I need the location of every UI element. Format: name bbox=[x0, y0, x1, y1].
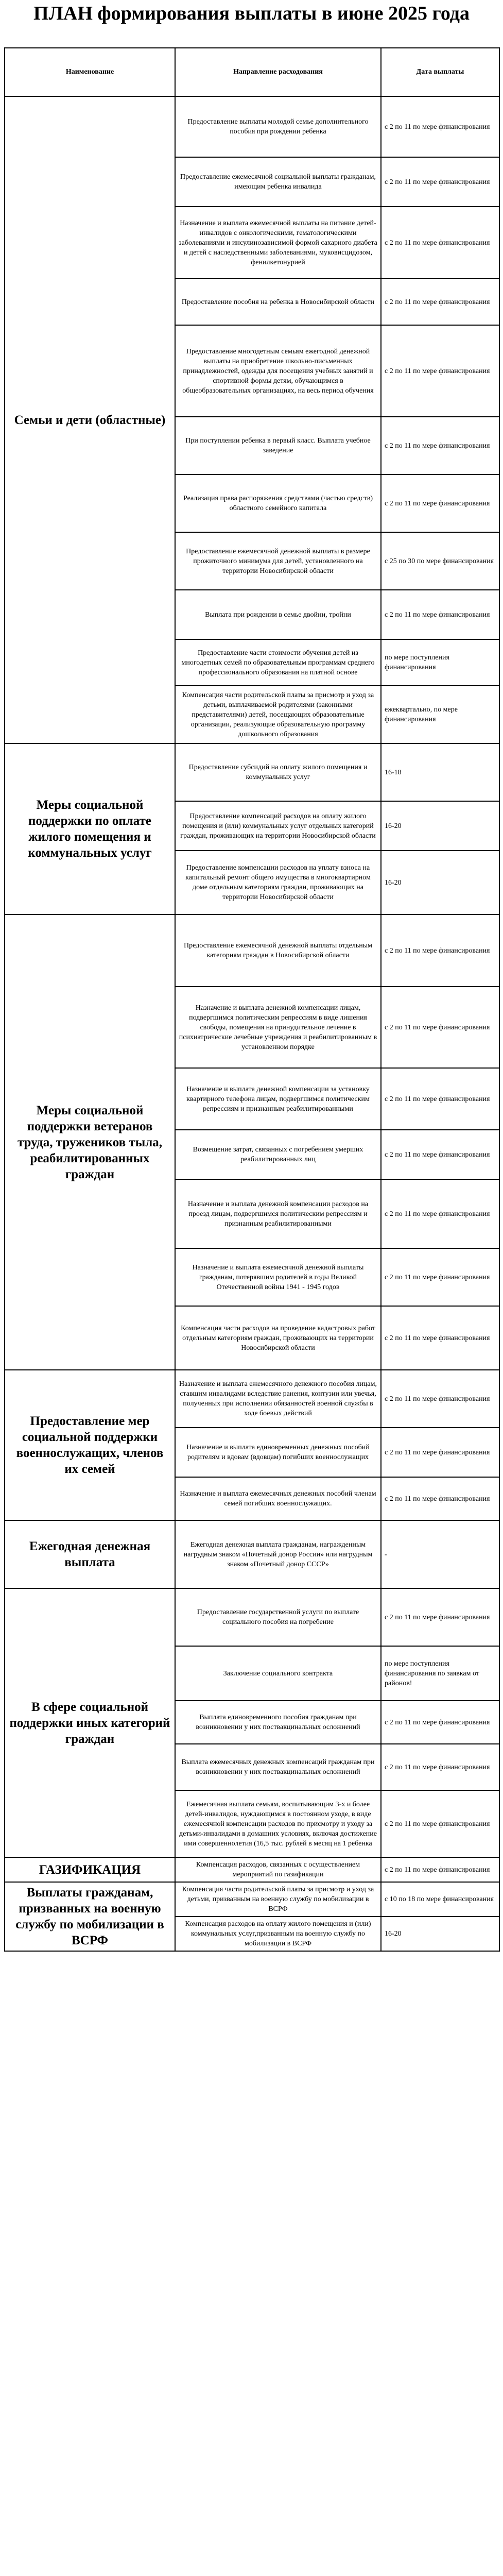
direction-cell: Предоставление многодетным семьям ежегодной денежной выплаты на приобретение школьно-письменных принадлежностей, одежды для посещения учебных занятий и спортивной формы детям, обучающимся в общеобразовательных организациях, на весь период обучения bbox=[175, 325, 381, 417]
direction-cell: Компенсация расходов, связанных с осуществлением мероприятий по газификации bbox=[175, 1857, 381, 1882]
date-cell: с 10 по 18 по мере финансирования bbox=[381, 1882, 499, 1917]
date-cell: с 2 по 11 по мере финансирования bbox=[381, 1130, 499, 1179]
direction-cell: Компенсация части родительской платы за присмотр и уход за детьми, выплачиваемой родителями (законными представителями) детей, посещающих образовательные организации, реализующие образовательную программу дошкольного образования bbox=[175, 686, 381, 743]
direction-cell: Выплата единовременного пособия гражданам при возникновении у них поствакцинальных осложнений bbox=[175, 1701, 381, 1744]
direction-cell: Предоставление выплаты молодой семье дополнительного пособия при рождении ребенка bbox=[175, 96, 381, 157]
direction-cell: Возмещение затрат, связанных с погребением умерших реабилитированных лиц bbox=[175, 1130, 381, 1179]
table-row bbox=[5, 1520, 499, 1588]
header-direction: Направление расходования bbox=[175, 48, 381, 96]
direction-cell: Заключение социального контракта bbox=[175, 1646, 381, 1701]
date-cell: с 2 по 11 по мере финансирования bbox=[381, 1248, 499, 1306]
direction-cell: Предоставление ежемесячной социальной выплаты гражданам, имеющим ребенка инвалида bbox=[175, 157, 381, 207]
date-cell: по мере поступления финансирования по заявкам от районов! bbox=[381, 1646, 499, 1701]
table-row bbox=[5, 96, 499, 157]
category-cell: Ежегодная денежная выплата bbox=[5, 1520, 175, 1588]
date-cell: ежеквартально, по мере финансирования bbox=[381, 686, 499, 743]
date-cell: с 2 по 11 по мере финансирования bbox=[381, 1744, 499, 1790]
direction-cell: Предоставление части стоимости обучения детей из многодетных семей по образовательным программам среднего профессионального образования на платной основе bbox=[175, 639, 381, 686]
direction-cell: Назначение и выплата ежемесячной выплаты на питание детей-инвалидов с онкологическими, гематологическими заболеваниями и инсулинозависимой формой сахарного диабета и детей с наследственными заболеваниями, муковисцидозом, фенилкетонурией bbox=[175, 207, 381, 279]
category-cell: В сфере социальной поддержки иных категорий граждан bbox=[5, 1588, 175, 1857]
date-cell: с 25 по 30 по мере финансирования bbox=[381, 532, 499, 590]
direction-cell: Предоставление государственной услуги по выплате социального пособия на погребение bbox=[175, 1588, 381, 1646]
direction-cell: Ежемесячная выплата семьям, воспитывающим 3-х и более детей-инвалидов, нуждающимся в постоянном уходе, в виде ежемесячной компенсации расходов по присмотру и уходу за детьми-инвалидами в домашних условиях, включая достижение ими совершеннолетия (16,5 тыс. рублей в месяц на 1 ребенка bbox=[175, 1790, 381, 1857]
table-row bbox=[5, 1882, 499, 1917]
direction-cell: Предоставление компенсации расходов на уплату взноса на капитальный ремонт общего имущества в многоквартирном доме отдельным категориям граждан, проживающих на территории Новосибирской области bbox=[175, 851, 381, 914]
date-cell: 16-20 bbox=[381, 1917, 499, 1951]
date-cell: с 2 по 11 по мере финансирования bbox=[381, 1857, 499, 1882]
table-row bbox=[5, 743, 499, 801]
date-cell: с 2 по 11 по мере финансирования bbox=[381, 325, 499, 417]
date-cell: с 2 по 11 по мере финансирования bbox=[381, 914, 499, 987]
category-cell: Меры социальной поддержки по оплате жилого помещения и коммунальных услуг bbox=[5, 743, 175, 914]
category-cell: Выплаты гражданам, призванных на военную службу по мобилизации в ВСРФ bbox=[5, 1882, 175, 1951]
date-cell: с 2 по 11 по мере финансирования bbox=[381, 590, 499, 639]
date-cell: с 2 по 11 по мере финансирования bbox=[381, 207, 499, 279]
date-cell: с 2 по 11 по мере финансирования bbox=[381, 1306, 499, 1370]
direction-cell: Назначение и выплата ежемесячных денежных пособий членам семей погибших военнослужащих. bbox=[175, 1477, 381, 1520]
direction-cell: Компенсация расходов на оплату жилого помещения и (или) коммунальных услуг,призванным на военную службу по мобилизации в ВСРФ bbox=[175, 1917, 381, 1951]
direction-cell: Ежегодная денежная выплата гражданам, награжденным нагрудным знаком «Почетный донор России» или нагрудным знаком «Почетный донор СССР» bbox=[175, 1520, 381, 1588]
table-row bbox=[5, 1588, 499, 1646]
direction-cell: Реализация права распоряжения средствами (частью средств) областного семейного капитала bbox=[175, 474, 381, 532]
date-cell: с 2 по 11 по мере финансирования bbox=[381, 96, 499, 157]
date-cell: с 2 по 11 по мере финансирования bbox=[381, 987, 499, 1068]
table-header-row bbox=[5, 48, 499, 96]
date-cell: с 2 по 11 по мере финансирования bbox=[381, 1179, 499, 1248]
payment-plan-table bbox=[4, 47, 500, 1952]
date-cell: с 2 по 11 по мере финансирования bbox=[381, 157, 499, 207]
direction-cell: Предоставление пособия на ребенка в Новосибирской области bbox=[175, 279, 381, 325]
date-cell: 16-20 bbox=[381, 851, 499, 914]
date-cell: с 2 по 11 по мере финансирования bbox=[381, 1428, 499, 1477]
date-cell: с 2 по 11 по мере финансирования bbox=[381, 1477, 499, 1520]
date-cell: с 2 по 11 по мере финансирования bbox=[381, 1588, 499, 1646]
category-cell: Предоставление мер социальной поддержки военнослужащих, членов их семей bbox=[5, 1370, 175, 1520]
direction-cell: Назначение и выплата денежной компенсации за установку квартирного телефона лицам, подвергшимся политическим репрессиям и признанным реабилитированными bbox=[175, 1068, 381, 1130]
date-cell: 16-18 bbox=[381, 743, 499, 801]
direction-cell: Выплата при рождении в семье двойни, тройни bbox=[175, 590, 381, 639]
table-body bbox=[5, 96, 499, 1951]
direction-cell: Предоставление ежемесячной денежной выплаты в размере прожиточного минимума для детей, установленного на территории Новосибирской области bbox=[175, 532, 381, 590]
direction-cell: Предоставление компенсаций расходов на оплату жилого помещения и (или) коммунальных услуг отдельных категорий граждан, проживающих на территории Новосибирской области bbox=[175, 801, 381, 851]
category-cell: Меры социальной поддержки ветеранов труда, тружеников тыла, реабилитированных граждан bbox=[5, 914, 175, 1370]
date-cell: с 2 по 11 по мере финансирования bbox=[381, 279, 499, 325]
direction-cell: При поступлении ребенка в первый класс. Выплата учебное заведение bbox=[175, 417, 381, 474]
direction-cell: Компенсация части родительской платы за присмотр и уход за детьми, призванным на военную службу по мобилизации в ВСРФ bbox=[175, 1882, 381, 1917]
category-cell: Семьи и дети (областные) bbox=[5, 96, 175, 743]
direction-cell: Выплата ежемесячных денежных компенсаций гражданам при возникновении у них поствакцинальных осложнений bbox=[175, 1744, 381, 1790]
date-cell: с 2 по 11 по мере финансирования bbox=[381, 474, 499, 532]
direction-cell: Предоставление ежемесячной денежной выплаты отдельным категориям граждан в Новосибирской области bbox=[175, 914, 381, 987]
direction-cell: Назначение и выплата денежной компенсации расходов на проезд лицам, подвергшимся политическим репрессиям и признанным реабилитированными bbox=[175, 1179, 381, 1248]
page-title: ПЛАН формирования выплаты в июне 2025 года bbox=[33, 3, 470, 24]
date-cell: с 2 по 11 по мере финансирования bbox=[381, 1701, 499, 1744]
date-cell: с 2 по 11 по мере финансирования bbox=[381, 1370, 499, 1428]
date-cell: с 2 по 11 по мере финансирования bbox=[381, 417, 499, 474]
date-cell: с 2 по 11 по мере финансирования bbox=[381, 1790, 499, 1857]
direction-cell: Назначение и выплата единовременных денежных пособий родителям и вдовам (вдовцам) погибших военнослужащих bbox=[175, 1428, 381, 1477]
date-cell: - bbox=[381, 1520, 499, 1588]
direction-cell: Назначение и выплата ежемесячного денежного пособия лицам, ставшим инвалидами вследствие ранения, контузии или увечья, полученных при исполнении обязанностей военной службы в ходе боевых действий bbox=[175, 1370, 381, 1428]
date-cell: по мере поступления финансирования bbox=[381, 639, 499, 686]
category-cell: ГАЗИФИКАЦИЯ bbox=[5, 1857, 175, 1882]
direction-cell: Компенсация части расходов на проведение кадастровых работ отдельным категориям граждан, проживающих на территории Новосибирской области bbox=[175, 1306, 381, 1370]
direction-cell: Назначение и выплата денежной компенсации лицам, подвергшимся политическим репрессиям в виде лишения свободы, помещения на принудительное лечение в психиатрические лечебные учреждения и реабилитированным в установленном порядке bbox=[175, 987, 381, 1068]
table-row bbox=[5, 1857, 499, 1882]
table-row bbox=[5, 1370, 499, 1428]
direction-cell: Назначение и выплата ежемесячной денежной выплаты гражданам, потерявшим родителей в годы Великой Отечественной войны 1941 - 1945 годов bbox=[175, 1248, 381, 1306]
date-cell: 16-20 bbox=[381, 801, 499, 851]
table-row bbox=[5, 914, 499, 987]
header-date: Дата выплаты bbox=[381, 48, 499, 96]
date-cell: с 2 по 11 по мере финансирования bbox=[381, 1068, 499, 1130]
header-category: Наименование bbox=[5, 48, 175, 96]
direction-cell: Предоставление субсидий на оплату жилого помещения и коммунальных услуг bbox=[175, 743, 381, 801]
